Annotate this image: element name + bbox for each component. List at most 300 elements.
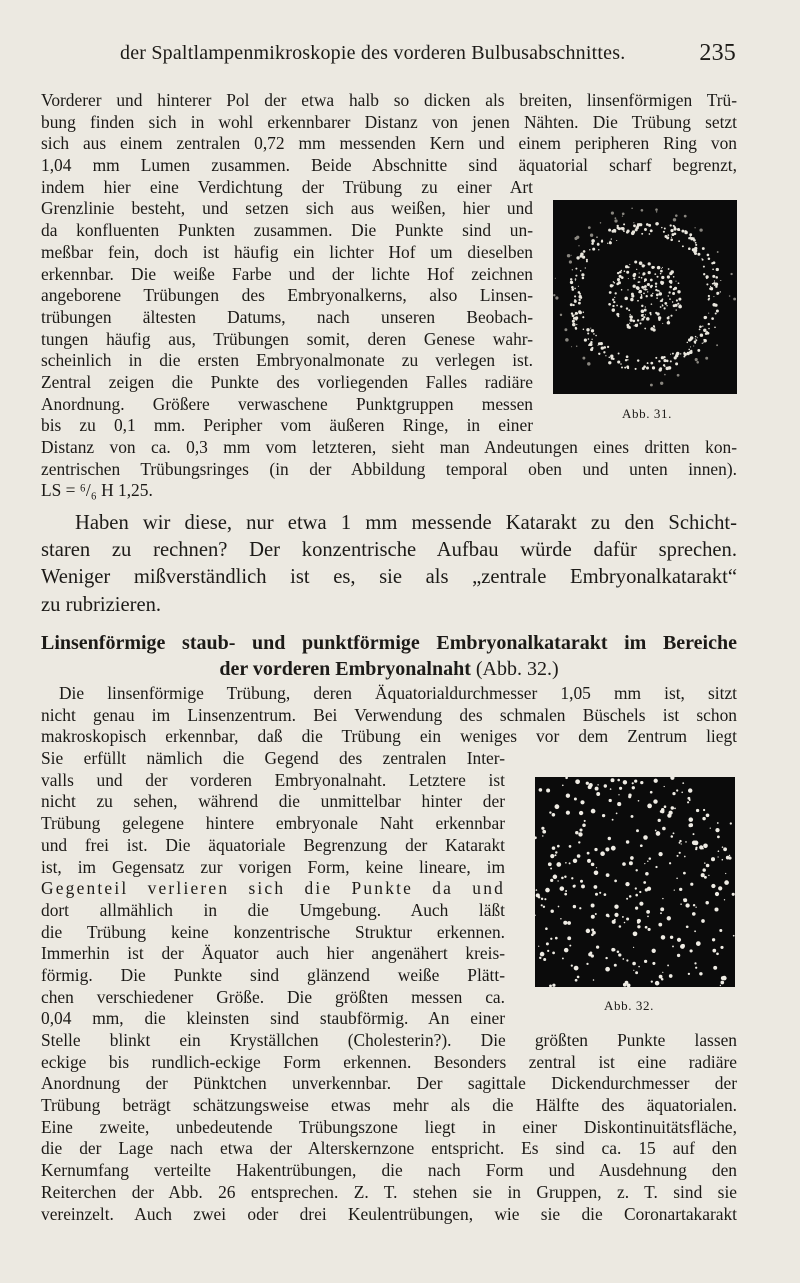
speckle bbox=[602, 814, 605, 817]
speckle bbox=[580, 270, 582, 272]
speckle bbox=[574, 288, 576, 290]
speckle bbox=[576, 313, 578, 315]
speckle bbox=[555, 937, 558, 940]
text-line: bis zu 0,1 mm. Peripher vom äußeren Ringe, in einer bbox=[41, 415, 533, 436]
speckle bbox=[668, 295, 669, 296]
speckle bbox=[635, 894, 638, 897]
speckle bbox=[624, 297, 628, 301]
text-line: makroskopisch erkennbar, daß die Trübung ein weniges vor dem Zentrum liegt bbox=[41, 726, 737, 747]
speckle bbox=[622, 215, 623, 216]
speckle bbox=[724, 880, 729, 885]
section-heading bbox=[41, 630, 737, 682]
speckle bbox=[590, 328, 591, 329]
speckle bbox=[641, 314, 644, 317]
speckle bbox=[610, 788, 612, 790]
speckle bbox=[689, 817, 694, 822]
speckle bbox=[638, 281, 640, 283]
text-line: scheinlich in die ersten Embryonalmonate zu verlegen ist. bbox=[41, 350, 533, 371]
speckle bbox=[629, 323, 630, 324]
speckle bbox=[552, 984, 555, 987]
speckle bbox=[694, 227, 695, 228]
speckle bbox=[565, 777, 568, 779]
speckle bbox=[690, 883, 693, 886]
speckle bbox=[690, 236, 692, 238]
speckle bbox=[681, 792, 683, 794]
speckle bbox=[722, 846, 724, 848]
speckle bbox=[733, 935, 735, 937]
speckle bbox=[674, 889, 675, 890]
speckle bbox=[566, 794, 570, 798]
speckle bbox=[626, 898, 628, 900]
speckle bbox=[700, 333, 703, 336]
speckle bbox=[637, 919, 641, 923]
speckle bbox=[656, 211, 657, 212]
speckle bbox=[580, 800, 584, 804]
speckle bbox=[658, 852, 662, 856]
text-line: Reiterchen der Abb. 26 entsprechen. Z. T. stehen sie in Gruppen, z. T. sind sie bbox=[41, 1181, 737, 1202]
speckle bbox=[712, 949, 716, 953]
speckle bbox=[594, 871, 599, 876]
speckle bbox=[614, 231, 616, 233]
speckle bbox=[662, 898, 663, 899]
speckle bbox=[545, 888, 550, 893]
speckle bbox=[639, 891, 641, 893]
speckle bbox=[717, 836, 720, 839]
speckle bbox=[714, 326, 716, 328]
speckle bbox=[688, 247, 691, 250]
speckle bbox=[550, 879, 553, 882]
speckle bbox=[661, 935, 666, 940]
speckle bbox=[656, 312, 659, 315]
speckle bbox=[576, 345, 577, 346]
speckle bbox=[591, 329, 594, 332]
speckle bbox=[626, 355, 629, 358]
speckle bbox=[629, 861, 633, 865]
speckle bbox=[716, 268, 719, 271]
speckle bbox=[662, 267, 663, 268]
speckle bbox=[594, 848, 597, 851]
speckle bbox=[538, 946, 539, 947]
speckle bbox=[639, 902, 643, 906]
speckle bbox=[646, 317, 650, 321]
speckle bbox=[695, 358, 698, 361]
speckle bbox=[591, 904, 595, 908]
figure-31-photo bbox=[553, 200, 737, 394]
speckle bbox=[715, 283, 719, 287]
speckle bbox=[711, 884, 715, 888]
speckle bbox=[720, 291, 721, 292]
speckle bbox=[662, 298, 664, 300]
speckle bbox=[714, 304, 717, 307]
speckle bbox=[717, 822, 719, 824]
speckle bbox=[694, 247, 697, 250]
speckle bbox=[635, 971, 638, 974]
speckle bbox=[645, 926, 648, 929]
speckle bbox=[658, 819, 661, 822]
speckle bbox=[631, 815, 634, 818]
speckle bbox=[632, 230, 635, 233]
speckle bbox=[696, 809, 699, 812]
speckle bbox=[596, 867, 597, 868]
speckle bbox=[671, 806, 674, 809]
speckle bbox=[580, 812, 583, 815]
speckle bbox=[620, 363, 622, 365]
text-line: zentrischen Trübungsringes (in der Abbildung temporal oben und unten innen). bbox=[41, 458, 737, 479]
text-line: da konfluenten Punkten zusammen. Die Punkte sind un- bbox=[41, 220, 533, 241]
speckle bbox=[648, 928, 651, 931]
speckle bbox=[651, 303, 653, 305]
speckle bbox=[649, 312, 651, 314]
speckle bbox=[605, 967, 610, 972]
speckle bbox=[692, 912, 696, 916]
speckle bbox=[628, 795, 631, 798]
speckle bbox=[669, 280, 672, 283]
speckle bbox=[662, 323, 663, 324]
speckle bbox=[616, 813, 618, 815]
text-line: Zentral zeigen die Punkte des vorliegenden Falles radiäre bbox=[41, 371, 533, 392]
speckle bbox=[644, 228, 647, 231]
speckle bbox=[576, 256, 579, 259]
speckle bbox=[626, 271, 629, 274]
speckle bbox=[672, 353, 674, 355]
speckle bbox=[648, 262, 651, 265]
speckle bbox=[577, 976, 580, 979]
speckle bbox=[708, 257, 711, 260]
speckle bbox=[608, 361, 611, 364]
speckle bbox=[668, 268, 670, 270]
speckle bbox=[604, 784, 607, 787]
speckle bbox=[695, 847, 697, 849]
speckle bbox=[648, 271, 651, 274]
speckle bbox=[616, 305, 618, 307]
speckle bbox=[672, 301, 673, 302]
speckle bbox=[712, 275, 715, 278]
speckle bbox=[576, 324, 577, 325]
speckle bbox=[676, 309, 677, 310]
speckle bbox=[687, 801, 689, 803]
text-line: Haben wir diese, nur etwa 1 mm messende Katarakt zu den Schicht- bbox=[75, 512, 737, 534]
speckle bbox=[647, 291, 648, 292]
speckle bbox=[627, 325, 630, 328]
speckle bbox=[654, 326, 655, 327]
speckle bbox=[565, 890, 567, 892]
speckle bbox=[688, 788, 692, 792]
speckle bbox=[682, 245, 684, 247]
text-line: Stelle blinkt ein Kryställchen (Cholesterin?). Die größten Punkte lassen bbox=[41, 1030, 737, 1050]
speckle bbox=[641, 305, 643, 307]
speckle bbox=[606, 914, 609, 917]
speckle bbox=[574, 237, 577, 240]
speckle bbox=[553, 294, 555, 296]
speckle bbox=[664, 805, 667, 808]
speckle bbox=[637, 359, 639, 361]
speckle bbox=[670, 936, 673, 939]
speckle bbox=[704, 316, 707, 319]
speckle bbox=[575, 275, 577, 277]
section-heading-line-2 bbox=[41, 656, 737, 682]
speckle bbox=[566, 811, 570, 815]
text-line: und frei ist. Die äquatoriale Begrenzung der Katarakt bbox=[41, 834, 505, 855]
speckle bbox=[636, 287, 639, 290]
speckle bbox=[708, 297, 710, 299]
text-line: Gegenteil verlieren sich die Punkte da und bbox=[41, 878, 505, 899]
speckle bbox=[664, 374, 666, 376]
speckle bbox=[550, 854, 554, 858]
speckle bbox=[595, 893, 598, 896]
speckle bbox=[654, 273, 656, 275]
speckle bbox=[578, 286, 579, 287]
speckle bbox=[639, 223, 642, 226]
text-line: zu rubrizieren. bbox=[41, 593, 162, 616]
figure-32-photo bbox=[535, 777, 735, 987]
speckle bbox=[660, 382, 663, 385]
speckle bbox=[600, 851, 605, 856]
text-line: bung finden sich in wohl erkennbarer Distanz von jenen Nähten. Die Trübung setzt bbox=[41, 111, 737, 132]
speckle bbox=[697, 337, 698, 338]
speckle bbox=[670, 270, 673, 273]
speckle bbox=[685, 903, 689, 907]
speckle bbox=[680, 903, 682, 905]
text-line: LS = ⁶/₆ H 1,25. bbox=[41, 480, 153, 501]
speckle bbox=[635, 887, 637, 889]
speckle bbox=[546, 789, 550, 793]
speckle bbox=[633, 285, 636, 288]
speckle bbox=[687, 352, 690, 355]
running-head: der Spaltlampenmikroskopie des vorderen Bulbusabschnittes. bbox=[120, 42, 626, 64]
speckle bbox=[579, 828, 582, 831]
speckle bbox=[725, 873, 726, 874]
speckle bbox=[595, 913, 597, 915]
speckle bbox=[558, 906, 560, 908]
speckle bbox=[690, 949, 693, 952]
speckle bbox=[644, 265, 645, 266]
speckle bbox=[641, 233, 643, 235]
speckle bbox=[655, 222, 658, 225]
speckle bbox=[671, 835, 674, 838]
speckle bbox=[688, 824, 692, 828]
speckle bbox=[626, 840, 629, 843]
paragraph-question bbox=[41, 510, 737, 619]
speckle bbox=[642, 367, 645, 370]
speckle bbox=[690, 346, 691, 347]
speckle bbox=[667, 916, 671, 920]
speckle bbox=[679, 230, 680, 231]
speckle bbox=[546, 942, 549, 945]
speckle bbox=[699, 329, 701, 331]
speckle bbox=[702, 343, 703, 344]
speckle bbox=[693, 833, 695, 835]
speckle bbox=[633, 931, 638, 936]
speckle bbox=[625, 265, 628, 268]
speckle bbox=[726, 856, 730, 860]
text-line: ist, im Gegensatz zur vorigen Form, keine lineare, im bbox=[41, 856, 505, 877]
speckle bbox=[722, 859, 724, 861]
speckle bbox=[589, 783, 593, 787]
speckle bbox=[629, 895, 632, 898]
speckle bbox=[647, 804, 652, 809]
speckle bbox=[627, 289, 628, 290]
speckle bbox=[605, 847, 609, 851]
speckle bbox=[643, 881, 646, 884]
speckle bbox=[573, 885, 576, 888]
speckle bbox=[661, 978, 664, 981]
speckle bbox=[555, 854, 557, 856]
text-line: Anordnung. Größere verwaschene Punktgruppen messen bbox=[41, 393, 533, 414]
speckle bbox=[666, 367, 670, 371]
speckle bbox=[652, 949, 656, 953]
text-line: angeborene Trübungen des Embryonalkerns, also Linsen- bbox=[41, 285, 533, 306]
speckle bbox=[609, 291, 612, 294]
speckle bbox=[591, 809, 596, 814]
speckle bbox=[694, 962, 696, 964]
text-line: Die linsenförmige Trübung, deren Äquatorialdurchmesser 1,05 mm ist, sitzt bbox=[59, 683, 737, 703]
speckle bbox=[733, 298, 736, 301]
speckle bbox=[670, 229, 673, 232]
speckle bbox=[723, 847, 727, 851]
speckle bbox=[582, 316, 584, 318]
speckle bbox=[712, 268, 714, 270]
speckle bbox=[687, 797, 690, 800]
speckle bbox=[729, 295, 731, 297]
speckle bbox=[710, 827, 711, 828]
figure-31-caption: Abb. 31. bbox=[622, 406, 672, 421]
speckle bbox=[603, 351, 605, 353]
speckle bbox=[640, 296, 643, 299]
speckle bbox=[611, 212, 614, 215]
speckle bbox=[695, 242, 697, 244]
speckle bbox=[662, 304, 663, 305]
speckle bbox=[570, 281, 573, 284]
speckle bbox=[628, 309, 630, 311]
speckle bbox=[693, 345, 694, 346]
speckle bbox=[574, 295, 576, 297]
speckle bbox=[647, 916, 649, 918]
speckle bbox=[591, 863, 595, 867]
speckle bbox=[583, 329, 585, 331]
speckle bbox=[675, 214, 678, 217]
speckle bbox=[557, 880, 558, 881]
speckle bbox=[711, 857, 715, 861]
speckle bbox=[593, 979, 595, 981]
speckle bbox=[729, 855, 730, 856]
speckle bbox=[702, 817, 705, 820]
speckle bbox=[569, 862, 571, 864]
speckle bbox=[598, 353, 600, 355]
speckle bbox=[617, 360, 620, 363]
speckle bbox=[555, 296, 558, 299]
speckle bbox=[579, 907, 581, 909]
speckle bbox=[632, 962, 636, 966]
speckle bbox=[638, 291, 640, 293]
speckle bbox=[633, 273, 636, 276]
speckle bbox=[732, 893, 735, 896]
speckle bbox=[567, 254, 570, 257]
speckle bbox=[669, 298, 671, 300]
speckle bbox=[720, 985, 721, 986]
speckle bbox=[541, 898, 543, 900]
speckle bbox=[711, 262, 713, 264]
speckle bbox=[615, 292, 617, 294]
speckle bbox=[673, 225, 675, 227]
speckle bbox=[655, 866, 657, 868]
speckle bbox=[676, 878, 678, 880]
speckle bbox=[591, 339, 592, 340]
speckle bbox=[638, 800, 640, 802]
speckle bbox=[618, 794, 619, 795]
speckle bbox=[689, 233, 692, 236]
speckle bbox=[571, 877, 573, 879]
speckle bbox=[620, 305, 622, 307]
text-line: Weniger mißverständlich ist es, sie als „zentrale Embryonalkatarakt“ bbox=[41, 566, 737, 589]
speckle bbox=[623, 983, 627, 987]
speckle bbox=[708, 328, 710, 330]
speckle bbox=[642, 274, 644, 276]
speckle bbox=[703, 339, 705, 341]
speckle bbox=[585, 267, 586, 268]
speckle bbox=[670, 360, 672, 362]
speckle bbox=[640, 844, 643, 847]
speckle bbox=[703, 843, 708, 848]
speckle bbox=[539, 957, 541, 959]
text-line: valls und der vorderen Embryonalnaht. Letztere ist bbox=[41, 769, 505, 790]
speckle bbox=[571, 286, 574, 289]
speckle bbox=[567, 921, 571, 925]
speckle bbox=[633, 970, 634, 971]
speckle bbox=[669, 974, 673, 978]
speckle bbox=[623, 230, 625, 232]
speckle bbox=[590, 234, 593, 237]
speckle bbox=[561, 877, 564, 880]
speckle bbox=[627, 359, 628, 360]
speckle bbox=[659, 290, 660, 291]
speckle bbox=[655, 208, 658, 211]
speckle bbox=[690, 338, 692, 340]
speckle bbox=[658, 923, 662, 927]
speckle bbox=[663, 364, 665, 366]
speckle bbox=[693, 337, 694, 338]
speckle bbox=[591, 928, 594, 931]
speckle bbox=[611, 846, 616, 851]
speckle bbox=[572, 269, 573, 270]
speckle bbox=[712, 938, 715, 941]
speckle bbox=[609, 241, 610, 242]
speckle bbox=[574, 966, 579, 971]
speckle bbox=[547, 950, 549, 952]
speckle bbox=[686, 925, 689, 928]
speckle bbox=[582, 357, 585, 360]
speckle bbox=[549, 811, 551, 813]
speckle bbox=[629, 264, 630, 265]
speckle bbox=[570, 303, 573, 306]
figure-32-image bbox=[535, 777, 735, 987]
speckle bbox=[555, 804, 560, 809]
speckle bbox=[641, 209, 644, 212]
speckle bbox=[560, 886, 565, 891]
speckle bbox=[614, 905, 618, 909]
speckle bbox=[550, 909, 553, 912]
speckle bbox=[708, 295, 710, 297]
speckle bbox=[661, 276, 664, 279]
speckle bbox=[644, 328, 646, 330]
text-line: 0,04 mm, die kleinsten sind staubförmig. An einer bbox=[41, 1008, 505, 1029]
speckle bbox=[655, 981, 660, 986]
text-line: nicht zu sehen, während die unmittelbar hinter der bbox=[41, 791, 505, 812]
speckle bbox=[623, 223, 625, 225]
speckle bbox=[678, 298, 681, 301]
speckle bbox=[659, 368, 662, 371]
page-number: 235 bbox=[699, 40, 736, 66]
speckle bbox=[624, 367, 626, 369]
